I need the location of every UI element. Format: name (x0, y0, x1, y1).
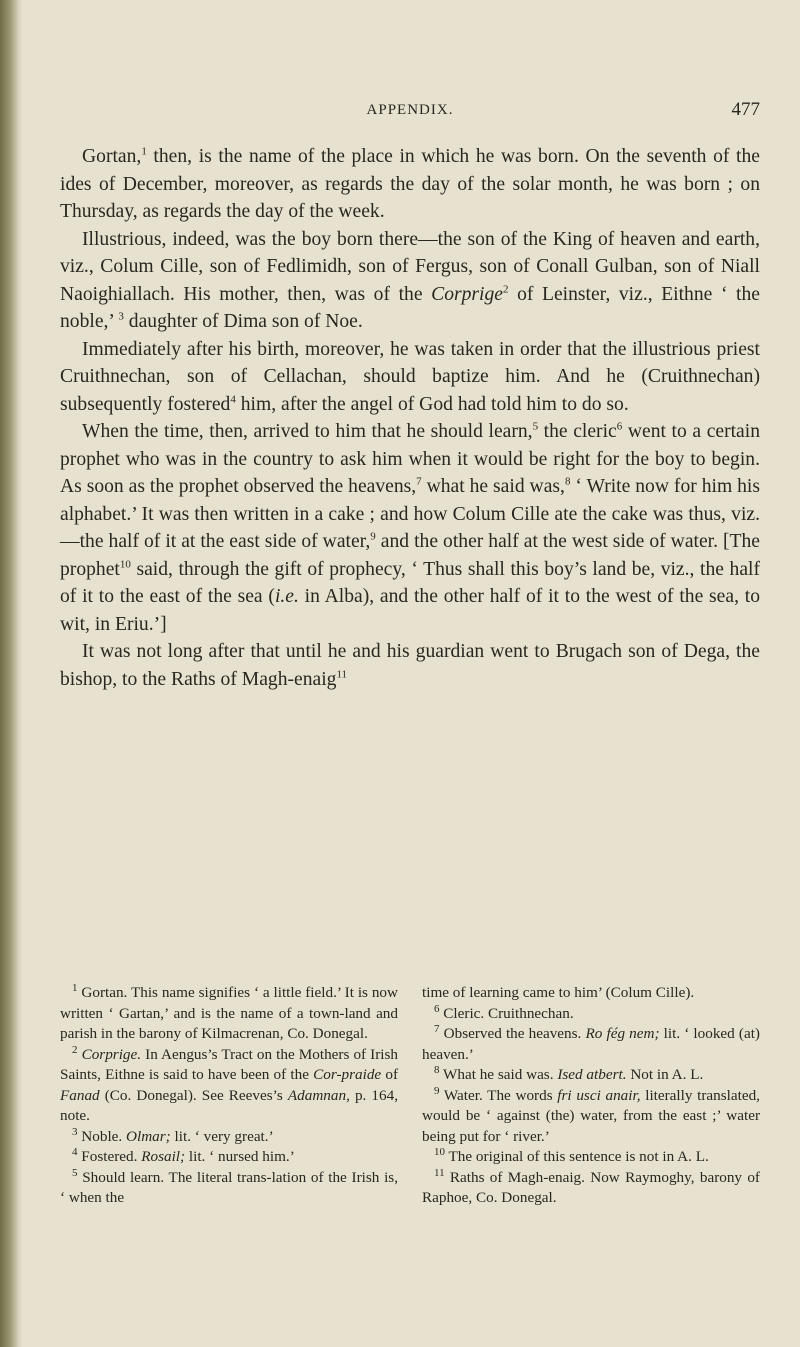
text-run: Raths of Magh-enaig. Now Raymoghy, barony of Raphoe, Co. Donegal. (422, 1168, 760, 1206)
text-run: daughter of Dima son of Noe. (123, 311, 363, 332)
text-run: time of learning came to him’ (Colum Cille). (422, 984, 695, 1001)
footnote-marker: 4 (230, 392, 236, 405)
italic-text: Ised atbert. (557, 1066, 627, 1083)
book-spine-shadow (0, 0, 22, 1347)
text-run: Immediately after his birth, moreover, he was taken in order that the illustrious priest Cruithnechan, son of Cellachan, should baptize him. And he (Cruithnechan) subsequently fostered (60, 338, 760, 415)
footnote-number: 10 (434, 1145, 445, 1158)
footnote-marker: 8 (564, 475, 571, 488)
italic-text: Adamnan, (287, 1086, 350, 1104)
footnote-number: 9 (434, 1084, 440, 1097)
text-run: what he said was, (421, 476, 565, 497)
paragraph (60, 336, 760, 419)
text-run: It was not long after that until he and his guardian went to Brugach son of Dega, the bishop, to the Raths of Magh-enaig (60, 641, 760, 690)
footnote (422, 1147, 760, 1168)
running-title: APPENDIX. (366, 102, 454, 118)
italic-text: Rosail; (141, 1148, 186, 1165)
footnote (60, 1147, 398, 1168)
footnote (60, 983, 398, 1045)
paragraph (60, 638, 760, 693)
footnote-number: 5 (72, 1166, 78, 1179)
footnote-marker: 5 (532, 420, 539, 433)
text-run: then, is the name of the place in which he was born. On the seventh of the ides of December, moreover, as regards the day of the solar month, he was born ; on Thursday, as regards the day of the week. (60, 146, 760, 222)
italic-text: Cor-praide (313, 1066, 382, 1083)
footnote (422, 1168, 760, 1209)
footnote-marker: 3 (118, 310, 124, 323)
footnote-number: 3 (72, 1125, 78, 1138)
footnote (422, 1086, 760, 1148)
italic-text: fri usci anair, (557, 1086, 641, 1104)
footnote (60, 1045, 398, 1127)
italic-text: Ro fég nem; (585, 1025, 660, 1042)
footnote-number: 2 (72, 1043, 78, 1056)
italic-text: i.e. (274, 586, 299, 607)
text-run: Cleric. Cruithnechan. (439, 1004, 574, 1022)
text-run: said, through the gift of prophecy, ‘ Thus shall this boy’s land be, viz., the half of it to the east of the sea ( (60, 558, 760, 607)
footnotes (60, 983, 760, 1209)
footnote (60, 1127, 398, 1148)
text-run: and the other half at the west side of water. [The prophet (60, 531, 760, 580)
text-run: Observed the heavens. (439, 1025, 586, 1042)
footnote-marker: 1 (141, 145, 147, 158)
text-run: lit. ‘ very great.’ (170, 1127, 274, 1145)
footnote-marker: 7 (416, 475, 422, 488)
text-run: him, after the angel of God had told him to do so. (235, 393, 629, 415)
footnote-marker: 10 (119, 557, 131, 570)
text-run: Gortan. This name signifies ‘ a little field.’ It is now written ‘ Gartan,’ and is the name of a town-land and parish in the barony of Kilmacrenan, Co. Donegal. (60, 984, 398, 1042)
text-run: Fostered. (77, 1148, 142, 1165)
paragraph (60, 143, 760, 226)
footnote-number: 6 (434, 1002, 440, 1015)
text-run: Water. The words (439, 1086, 558, 1104)
footnote-number: 8 (434, 1063, 440, 1076)
text-run: lit. ‘ looked (at) heaven.’ (422, 1025, 760, 1063)
footnote (422, 1024, 760, 1065)
footnote (422, 983, 760, 1004)
italic-text: Corprige. (81, 1045, 142, 1063)
text-run: What he said was. (439, 1066, 558, 1083)
text-run: Gortan, (82, 146, 142, 167)
footnote-number: 1 (72, 981, 78, 994)
running-header (60, 99, 760, 126)
footnote (60, 1168, 398, 1209)
paragraph (60, 226, 760, 336)
footnote-marker: 6 (616, 420, 623, 433)
footnote-marker: 11 (336, 667, 348, 680)
text-run: When the time, then, arrived to him that he should learn, (82, 421, 533, 442)
italic-text: Corprige (431, 283, 503, 305)
footnote-number: 4 (72, 1145, 78, 1158)
page-number: 477 (731, 99, 760, 120)
text-run: Not in A. L. (626, 1066, 704, 1083)
italic-text: Olmar; (126, 1127, 171, 1145)
text-run: of (381, 1066, 398, 1083)
footnote-number: 7 (434, 1022, 440, 1035)
text-run: literally translated, would be ‘ against (the) water, from the east ;’ water being put for ‘ river.’ (422, 1086, 760, 1145)
italic-text: Fanad (60, 1086, 100, 1104)
text-run: The original of this sentence is not in A. L. (445, 1148, 709, 1165)
text-run: the cleric (538, 421, 617, 442)
footnote-marker: 2 (502, 282, 509, 295)
text-run: Noble. (77, 1127, 127, 1145)
text-run: Illustrious, indeed, was the boy born there—the son of the King of heaven and earth, viz., Colum Cille, son of Fedlimidh, son of Fergus, son of Conall Gulban, son of Niall Naoighiallach. His mother, then, was of the (60, 228, 760, 305)
text-run: of Leinster, viz., Eithne ‘ the noble,’ (60, 283, 760, 332)
text-run: In Aengus’s Tract on the Mothers of Irish Saints, Eithne is said to have been of the (60, 1045, 399, 1083)
text-run: (Co. Donegal). See Reeves’s (99, 1086, 288, 1104)
main-text (60, 143, 760, 693)
footnote-marker: 9 (370, 530, 376, 543)
footnotes-right-column (422, 983, 760, 1209)
footnote (422, 1004, 760, 1025)
footnote (422, 1065, 760, 1086)
text-run: p. 164, note. (60, 1086, 398, 1124)
text-run: ‘ Write now for him his alphabet.’ It was then written in a cake ; and how Colum Cille ate the cake was thus, viz.—the half of it at the east side of water, (60, 476, 760, 552)
text-run: Should learn. The literal trans-lation of the Irish is, ‘ when the (60, 1168, 398, 1206)
footnotes-left-column (60, 983, 398, 1209)
footnote-number: 11 (434, 1166, 445, 1179)
text-run: in Alba), and the other half of it to the west of the sea, to wit, in Eriu.’] (60, 586, 760, 635)
paragraph (60, 418, 760, 638)
text-run: lit. ‘ nursed him.’ (185, 1148, 295, 1165)
text-run: went to a certain prophet who was in the country to ask him when it would be right for the boy to begin. As soon as the prophet observed the heavens, (60, 421, 760, 497)
